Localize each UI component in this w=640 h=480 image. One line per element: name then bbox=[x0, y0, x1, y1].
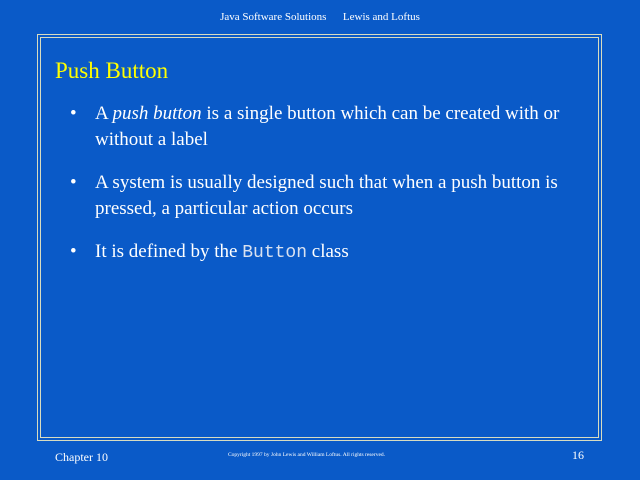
bullet-emphasis: push button bbox=[112, 103, 202, 124]
chapter-label: Chapter 10 bbox=[55, 450, 108, 464]
bullet-item bbox=[70, 101, 590, 153]
bullet-list bbox=[70, 101, 590, 283]
class-name-code: Button bbox=[242, 243, 308, 263]
page-number: 16 bbox=[572, 448, 584, 462]
bullet-text: A system is usually designed such that when a push button is pressed, a particular action occurs bbox=[95, 172, 558, 219]
copyright-notice: Copyright 1997 by John Lewis and William Loftus. All rights reserved. bbox=[228, 452, 386, 458]
bullet-dot: • bbox=[70, 103, 77, 124]
bullet-text-prefix: It is defined by the bbox=[95, 241, 243, 262]
bullet-item bbox=[70, 239, 590, 266]
authors: Lewis and Loftus bbox=[342, 11, 420, 23]
bullet-dot: • bbox=[70, 241, 77, 262]
bullet-text-suffix: is a single button which can be created with or without a label bbox=[95, 103, 560, 150]
slide-header bbox=[0, 11, 640, 23]
bullet-item bbox=[70, 170, 590, 222]
slide-title: Push Button bbox=[55, 58, 169, 83]
book-title: Java Software Solutions bbox=[220, 11, 327, 23]
bullet-text-prefix: A bbox=[95, 103, 113, 124]
bullet-dot: • bbox=[70, 172, 77, 193]
bullet-text-suffix: class bbox=[307, 241, 349, 262]
